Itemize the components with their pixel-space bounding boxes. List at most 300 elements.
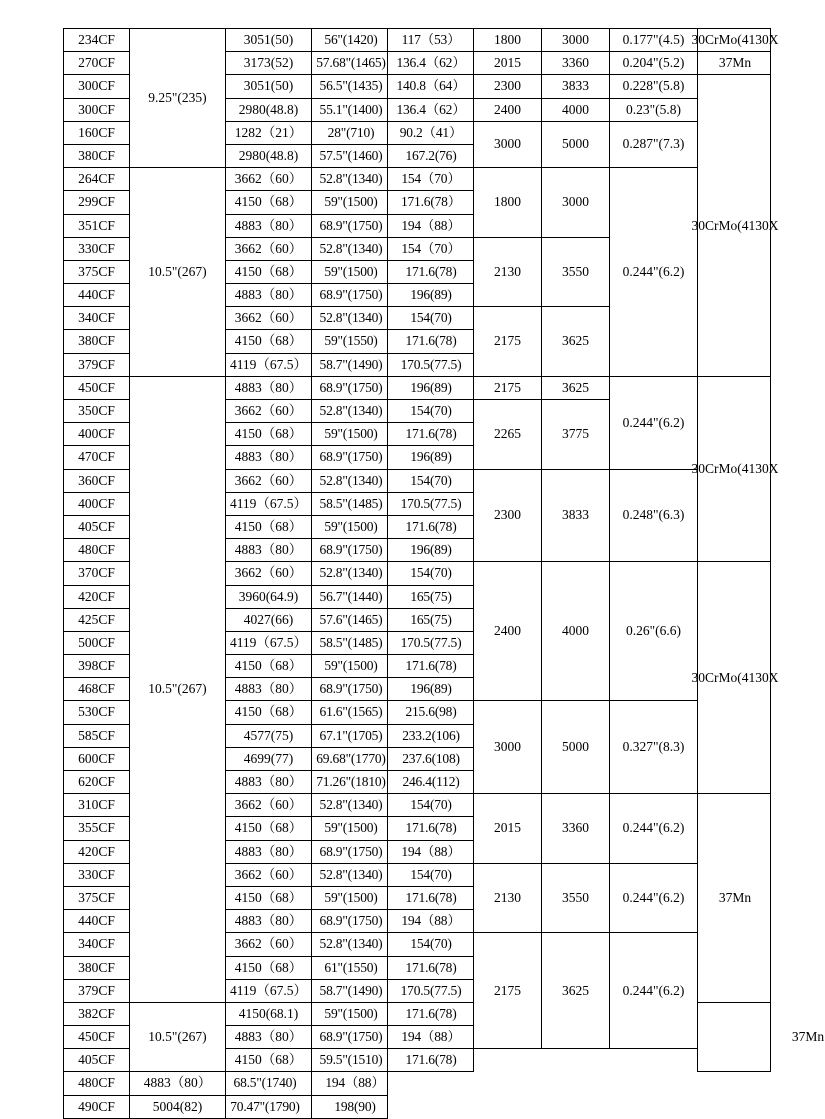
cell-length-text: 57.5"(1460) xyxy=(319,148,383,163)
cell-capacity xyxy=(226,168,312,191)
cell-capacity xyxy=(226,376,312,399)
cell-material xyxy=(691,376,779,562)
cell-model: 330CF xyxy=(64,237,130,260)
cell-capacity xyxy=(226,817,312,840)
cell-capacity-text: 4150（68） xyxy=(234,194,303,210)
cell-capacity-text: 4883（80） xyxy=(234,913,303,929)
cell-length xyxy=(312,1026,388,1049)
cell-length xyxy=(312,724,388,747)
cell-diameter xyxy=(388,515,474,538)
cell-length xyxy=(312,979,388,1002)
cell-length xyxy=(312,168,388,191)
cell-length-text: 57.6"(1465) xyxy=(319,612,383,627)
cell-length-text: 58.7"(1490) xyxy=(319,357,383,372)
cylinder-specification-table xyxy=(63,28,825,1119)
cell-model: 405CF xyxy=(64,515,130,538)
cell-length xyxy=(312,121,388,144)
cell-length xyxy=(312,1002,388,1025)
cell-diameter-text: 171.6(78） xyxy=(400,195,462,210)
cell-material-text: 30CrMo(4130X xyxy=(691,32,779,47)
cell-length-text: 69.68"(1770) xyxy=(316,751,386,766)
cell-diameter xyxy=(388,1049,474,1072)
cell-length xyxy=(312,840,388,863)
cell-diameter-text: 170.5(77.5) xyxy=(400,983,462,998)
cell-diameter-text: 171.6(78) xyxy=(405,659,457,674)
cell-model: 234CF xyxy=(64,29,130,52)
cell-length-text: 61.6"(1565) xyxy=(319,705,383,720)
cell-length-text: 52.8"(1340) xyxy=(319,172,383,187)
cell-diameter xyxy=(388,933,474,956)
cell-capacity-text: 4577(75) xyxy=(243,727,294,743)
cell-diameter-text: 154(70) xyxy=(410,798,452,813)
cell-length-text: 59"(1500) xyxy=(324,821,378,836)
cell-length-text: 68.9"(1750) xyxy=(319,682,383,697)
cell-material xyxy=(691,562,779,794)
cell-capacity xyxy=(226,29,312,52)
cell-length xyxy=(312,469,388,492)
cell-length-text: 59"(1500) xyxy=(324,427,378,442)
cell-material xyxy=(698,52,771,75)
cell-model: 340CF xyxy=(64,933,130,956)
cell-test-pressure: 3833 xyxy=(542,75,610,98)
cell-test-pressure: 3360 xyxy=(542,52,610,75)
cell-capacity xyxy=(226,446,312,469)
cell-capacity-text: 2980(48.8) xyxy=(238,147,299,163)
cell-model: 405CF xyxy=(64,1049,130,1072)
cell-length-text: 59"(1500) xyxy=(324,264,378,279)
cell-capacity-text: 3051(50) xyxy=(243,32,294,47)
cell-length-text: 52.8"(1340) xyxy=(319,566,383,581)
cell-capacity-text: 5004(82) xyxy=(152,1098,203,1114)
cell-length xyxy=(312,144,388,167)
cell-material xyxy=(691,75,779,376)
cell-length xyxy=(312,400,388,423)
cell-capacity xyxy=(226,562,312,585)
cell-capacity xyxy=(226,979,312,1002)
cell-length xyxy=(312,29,388,52)
cell-capacity xyxy=(226,608,312,631)
cell-capacity xyxy=(226,307,312,330)
cell-length-text: 52.8"(1340) xyxy=(319,798,383,813)
cell-capacity-text: 4119（67.5） xyxy=(229,356,308,372)
cell-test-pressure: 3625 xyxy=(542,376,610,399)
cell-working-pressure: 2175 xyxy=(474,376,542,399)
cell-length-text: 68.9"(1750) xyxy=(319,218,383,233)
cell-capacity-text: 4883（80） xyxy=(234,217,303,233)
cell-model: 300CF xyxy=(64,75,130,98)
cell-wall-thickness: 0.23"(5.8) xyxy=(610,98,698,121)
cell-test-pressure: 3833 xyxy=(542,469,610,562)
cell-diameter xyxy=(388,631,474,654)
cell-length-text: 68.5"(1740) xyxy=(233,1076,297,1091)
cell-capacity xyxy=(226,423,312,446)
cell-capacity xyxy=(226,237,312,260)
cell-length-text: 59"(1550) xyxy=(324,334,378,349)
cell-model: 420CF xyxy=(64,585,130,608)
cell-capacity xyxy=(226,956,312,979)
cell-model: 400CF xyxy=(64,423,130,446)
cell-length xyxy=(312,678,388,701)
cell-working-pressure: 2265 xyxy=(474,400,542,470)
cell-capacity xyxy=(226,469,312,492)
cell-size: 10.5"(267) xyxy=(130,1002,226,1072)
cell-diameter-text: 196(89) xyxy=(410,450,452,465)
cell-diameter-text: 198(90) xyxy=(334,1099,376,1114)
cell-capacity-text: 4119（67.5） xyxy=(229,982,308,998)
cell-capacity xyxy=(226,191,312,214)
cell-working-pressure: 3000 xyxy=(474,701,542,794)
cell-model: 380CF xyxy=(64,956,130,979)
cell-model: 330CF xyxy=(64,863,130,886)
cell-diameter xyxy=(388,469,474,492)
cell-length xyxy=(312,910,388,933)
cell-diameter-text: 154(70) xyxy=(410,937,452,952)
cell-capacity xyxy=(226,1026,312,1049)
cell-working-pressure: 2300 xyxy=(474,75,542,98)
cell-capacity-text: 3960(64.9) xyxy=(238,588,299,604)
cell-capacity xyxy=(226,492,312,515)
cell-diameter-text: 196(89) xyxy=(410,543,452,558)
cell-diameter xyxy=(388,191,474,214)
cell-diameter xyxy=(388,353,474,376)
cell-capacity-text: 4150（68） xyxy=(234,704,303,720)
cell-capacity xyxy=(226,655,312,678)
cell-length xyxy=(312,539,388,562)
cell-capacity xyxy=(226,585,312,608)
cell-length-text: 52.8"(1340) xyxy=(319,241,383,256)
cell-model: 480CF xyxy=(64,1072,130,1095)
cell-capacity-text: 3662（60） xyxy=(234,171,303,187)
cell-capacity-text: 2980(48.8) xyxy=(238,101,299,117)
cell-diameter-text: 196(89) xyxy=(410,682,452,697)
cell-material xyxy=(691,29,779,52)
cell-wall-thickness: 0.244"(6.2) xyxy=(610,794,698,864)
cell-diameter xyxy=(388,1002,474,1025)
table-row xyxy=(64,1095,771,1118)
cell-diameter-text: 246.4(112) xyxy=(402,775,460,789)
cell-wall-thickness: 0.248"(6.3) xyxy=(610,469,698,562)
cell-capacity xyxy=(226,794,312,817)
cell-test-pressure: 3550 xyxy=(542,863,610,933)
cell-diameter xyxy=(388,886,474,909)
cell-material-text: 37Mn xyxy=(718,55,752,71)
cell-length xyxy=(312,52,388,75)
cell-working-pressure: 2175 xyxy=(474,933,542,1049)
cell-size: 10.5"(267) xyxy=(130,168,226,377)
cell-length xyxy=(312,608,388,631)
cell-diameter xyxy=(388,214,474,237)
cell-test-pressure: 3775 xyxy=(542,400,610,470)
cell-capacity-text: 4883（80） xyxy=(234,843,303,859)
cell-model: 382CF xyxy=(64,1002,130,1025)
cell-model: 620CF xyxy=(64,771,130,794)
cell-model: 375CF xyxy=(64,886,130,909)
cell-diameter xyxy=(388,817,474,840)
cell-model: 270CF xyxy=(64,52,130,75)
cell-length-text: 71.26"(1810) xyxy=(316,775,386,789)
cell-length-text: 61"(1550) xyxy=(324,960,378,975)
cell-size: 9.25"(235) xyxy=(130,29,226,168)
cell-diameter xyxy=(388,492,474,515)
cell-capacity-text: 4699(77) xyxy=(243,750,294,766)
cell-capacity xyxy=(226,910,312,933)
cell-capacity xyxy=(226,98,312,121)
cell-length xyxy=(312,237,388,260)
cell-test-pressure: 3000 xyxy=(542,29,610,52)
cell-diameter xyxy=(388,956,474,979)
table-row xyxy=(64,1072,771,1095)
cell-capacity xyxy=(226,515,312,538)
cell-capacity xyxy=(226,121,312,144)
cell-model: 450CF xyxy=(64,1026,130,1049)
cell-working-pressure: 2130 xyxy=(474,237,542,307)
cell-capacity-text: 3662（60） xyxy=(234,866,303,882)
cell-working-pressure: 2015 xyxy=(474,52,542,75)
cell-length-text: 68.9"(1750) xyxy=(319,914,383,929)
cell-model: 480CF xyxy=(64,539,130,562)
cell-diameter-text: 171.6(78) xyxy=(405,1053,457,1068)
cell-diameter-text: 194（88） xyxy=(401,914,461,929)
cell-length xyxy=(312,307,388,330)
cell-length-text: 58.5"(1485) xyxy=(319,496,383,511)
cell-working-pressure xyxy=(698,1002,771,1072)
cell-diameter-text: 194（88） xyxy=(325,1076,385,1091)
cell-capacity-text: 3662（60） xyxy=(234,310,303,326)
cell-length-text: 52.8"(1340) xyxy=(319,311,383,326)
cell-model: 299CF xyxy=(64,191,130,214)
cell-diameter xyxy=(388,608,474,631)
cell-length-text: 58.5"(1485) xyxy=(319,635,383,650)
cell-working-pressure: 2175 xyxy=(474,307,542,377)
cell-test-pressure: 3625 xyxy=(542,933,610,1049)
cell-diameter-text: 170.5(77.5) xyxy=(400,496,462,511)
cell-model: 420CF xyxy=(64,840,130,863)
cell-length xyxy=(312,214,388,237)
cell-diameter-text: 154(70) xyxy=(410,404,452,418)
cell-length xyxy=(312,423,388,446)
cell-model: 398CF xyxy=(64,655,130,678)
cell-wall-thickness: 0.204"(5.2) xyxy=(610,52,698,75)
cell-diameter-text: 171.6(78) xyxy=(405,821,457,836)
cell-length xyxy=(312,585,388,608)
table-body xyxy=(64,29,825,1119)
cell-capacity xyxy=(226,400,312,423)
cell-capacity-text: 3662（60） xyxy=(234,403,303,418)
cell-capacity-text: 4883（80） xyxy=(234,774,303,789)
cell-material-text: 37Mn xyxy=(718,889,752,905)
cell-model: 530CF xyxy=(64,701,130,724)
cell-length-text: 59"(1500) xyxy=(324,519,378,534)
cell-model: 585CF xyxy=(64,724,130,747)
cell-diameter-text: 196(89) xyxy=(410,380,452,395)
cell-capacity-text: 4883（80） xyxy=(234,681,303,697)
cell-length-text: 68.9"(1750) xyxy=(319,1030,383,1045)
cell-model: 264CF xyxy=(64,168,130,191)
cell-diameter xyxy=(388,144,474,167)
cell-working-pressure: 3000 xyxy=(474,121,542,167)
cell-diameter xyxy=(312,1072,388,1095)
cell-diameter-text: 154(70) xyxy=(410,867,452,882)
cell-length xyxy=(312,817,388,840)
cell-model: 360CF xyxy=(64,469,130,492)
cell-diameter-text: 171.6(78) xyxy=(405,960,457,975)
cell-capacity xyxy=(130,1095,226,1118)
cell-diameter xyxy=(388,655,474,678)
cell-model: 490CF xyxy=(64,1095,130,1118)
cell-capacity-text: 4119（67.5） xyxy=(229,495,308,511)
cell-length xyxy=(312,515,388,538)
cell-length xyxy=(312,655,388,678)
cell-length-text: 68.9"(1750) xyxy=(319,844,383,859)
cell-capacity xyxy=(226,330,312,353)
cell-length-text: 59"(1500) xyxy=(324,659,378,674)
cell-capacity-text: 4150(68.1) xyxy=(238,1005,299,1021)
cell-length-text: 68.9"(1750) xyxy=(319,380,383,395)
cell-capacity-text: 4883（80） xyxy=(234,1029,303,1045)
cell-diameter xyxy=(388,863,474,886)
cell-wall-thickness: 0.177"(4.5) xyxy=(610,29,698,52)
cell-capacity xyxy=(226,771,312,794)
cell-length-text: 68.9"(1750) xyxy=(319,288,383,303)
cell-test-pressure: 5000 xyxy=(542,701,610,794)
cell-wall-thickness: 0.244"(6.2) xyxy=(610,376,698,469)
cell-diameter xyxy=(388,840,474,863)
cell-length-text: 58.7"(1490) xyxy=(319,983,383,998)
cell-wall-thickness: 0.244"(6.2) xyxy=(610,168,698,377)
cell-capacity-text: 4150（68） xyxy=(234,658,303,674)
cell-wall-thickness: 0.244"(6.2) xyxy=(610,863,698,933)
cell-length xyxy=(226,1072,312,1095)
cell-diameter-text: 154(70) xyxy=(410,566,452,581)
cell-capacity-text: 3662（60） xyxy=(234,472,303,488)
cell-model: 379CF xyxy=(64,353,130,376)
cell-capacity-text: 1282（21） xyxy=(234,124,303,140)
cell-diameter-text: 171.6(78) xyxy=(405,334,457,349)
cell-wall-thickness: 0.287"(7.3) xyxy=(610,121,698,167)
cell-diameter xyxy=(388,771,474,794)
cell-diameter-text: 194（88） xyxy=(401,218,461,233)
cell-diameter xyxy=(388,979,474,1002)
cell-capacity xyxy=(226,747,312,770)
cell-length xyxy=(312,376,388,399)
cell-diameter xyxy=(388,585,474,608)
cell-diameter xyxy=(388,747,474,770)
cell-model: 440CF xyxy=(64,910,130,933)
cell-length-text: 52.8"(1340) xyxy=(319,937,383,952)
cell-length-text: 67.1"(1705) xyxy=(319,728,383,743)
cell-capacity xyxy=(226,886,312,909)
cell-model: 600CF xyxy=(64,747,130,770)
cell-diameter xyxy=(388,794,474,817)
cell-capacity-text: 4150（68） xyxy=(234,426,303,442)
cell-length-text: 59.5"(1510) xyxy=(319,1053,383,1068)
cell-model: 355CF xyxy=(64,817,130,840)
cell-test-pressure: 3550 xyxy=(542,237,610,307)
cell-model: 500CF xyxy=(64,631,130,654)
cell-diameter-text: 171.6(78) xyxy=(405,890,457,905)
cell-capacity-text: 4150（68） xyxy=(234,518,303,534)
table-row xyxy=(64,376,771,399)
cell-model: 425CF xyxy=(64,608,130,631)
cell-capacity-text: 4150（68） xyxy=(234,820,303,836)
cell-diameter xyxy=(388,121,474,144)
cell-model: 379CF xyxy=(64,979,130,1002)
cell-diameter xyxy=(388,52,474,75)
cell-model: 470CF xyxy=(64,446,130,469)
cell-diameter xyxy=(388,1026,474,1049)
cell-length xyxy=(312,75,388,98)
cell-length xyxy=(312,562,388,585)
cell-model: 380CF xyxy=(64,144,130,167)
cell-capacity-text: 4883（80） xyxy=(234,287,303,303)
cell-length xyxy=(312,1049,388,1072)
cell-diameter-text: 196(89) xyxy=(410,288,452,303)
cell-diameter xyxy=(388,400,474,423)
cell-capacity-text: 4150（68） xyxy=(234,959,303,975)
cell-capacity-text: 3662（60） xyxy=(234,936,303,952)
cell-length xyxy=(312,886,388,909)
cell-working-pressure: 1800 xyxy=(474,29,542,52)
cell-diameter-text: 171.6(78) xyxy=(405,1006,457,1021)
cell-length xyxy=(312,956,388,979)
cell-capacity xyxy=(226,701,312,724)
cell-length-text: 56"(1420) xyxy=(324,33,378,47)
cell-diameter-text: 167.2(76) xyxy=(405,148,457,163)
cell-length-text: 70.47"(1790) xyxy=(230,1099,300,1114)
cell-wall-thickness: 0.244"(6.2) xyxy=(610,933,698,1049)
cell-capacity-text: 4150（68） xyxy=(234,889,303,905)
cell-capacity-text: 4883（80） xyxy=(234,379,303,395)
cell-capacity-text: 4883（80） xyxy=(234,449,303,465)
cell-diameter xyxy=(388,701,474,724)
cell-capacity xyxy=(226,933,312,956)
cell-diameter-text: 90.2（41） xyxy=(399,125,463,140)
cell-diameter xyxy=(388,539,474,562)
cell-model: 300CF xyxy=(64,98,130,121)
cell-length xyxy=(312,284,388,307)
cell-capacity xyxy=(226,1049,312,1072)
cell-material-text: 30CrMo(4130X xyxy=(691,217,779,233)
cell-diameter-text: 154（70） xyxy=(401,172,461,187)
cell-length xyxy=(312,863,388,886)
cell-diameter xyxy=(388,376,474,399)
cell-model: 340CF xyxy=(64,307,130,330)
cell-capacity xyxy=(226,144,312,167)
cell-length-text: 68.9"(1750) xyxy=(319,450,383,465)
cell-model: 160CF xyxy=(64,121,130,144)
cell-capacity xyxy=(226,631,312,654)
cell-working-pressure: 2400 xyxy=(474,98,542,121)
cell-model: 351CF xyxy=(64,214,130,237)
cell-capacity-text: 3662（60） xyxy=(234,240,303,256)
cell-capacity xyxy=(226,75,312,98)
cell-length-text: 56.5"(1435) xyxy=(319,79,383,94)
cell-length xyxy=(312,191,388,214)
cell-material xyxy=(698,794,771,1003)
cell-test-pressure: 3625 xyxy=(542,307,610,377)
cell-diameter-text: 140.8（64） xyxy=(396,79,466,94)
cell-diameter xyxy=(388,307,474,330)
cell-length xyxy=(312,771,388,794)
cell-capacity xyxy=(226,678,312,701)
cell-test-pressure: 3360 xyxy=(542,794,610,864)
cell-model: 350CF xyxy=(64,400,130,423)
cell-size: 10.5"(267) xyxy=(130,376,226,1002)
cell-wall-thickness: 0.228"(5.8) xyxy=(610,75,698,98)
cell-length-text: 68.9"(1750) xyxy=(319,543,383,558)
cell-working-pressure: 1800 xyxy=(474,168,542,238)
cell-diameter-text: 194（88） xyxy=(401,1030,461,1045)
